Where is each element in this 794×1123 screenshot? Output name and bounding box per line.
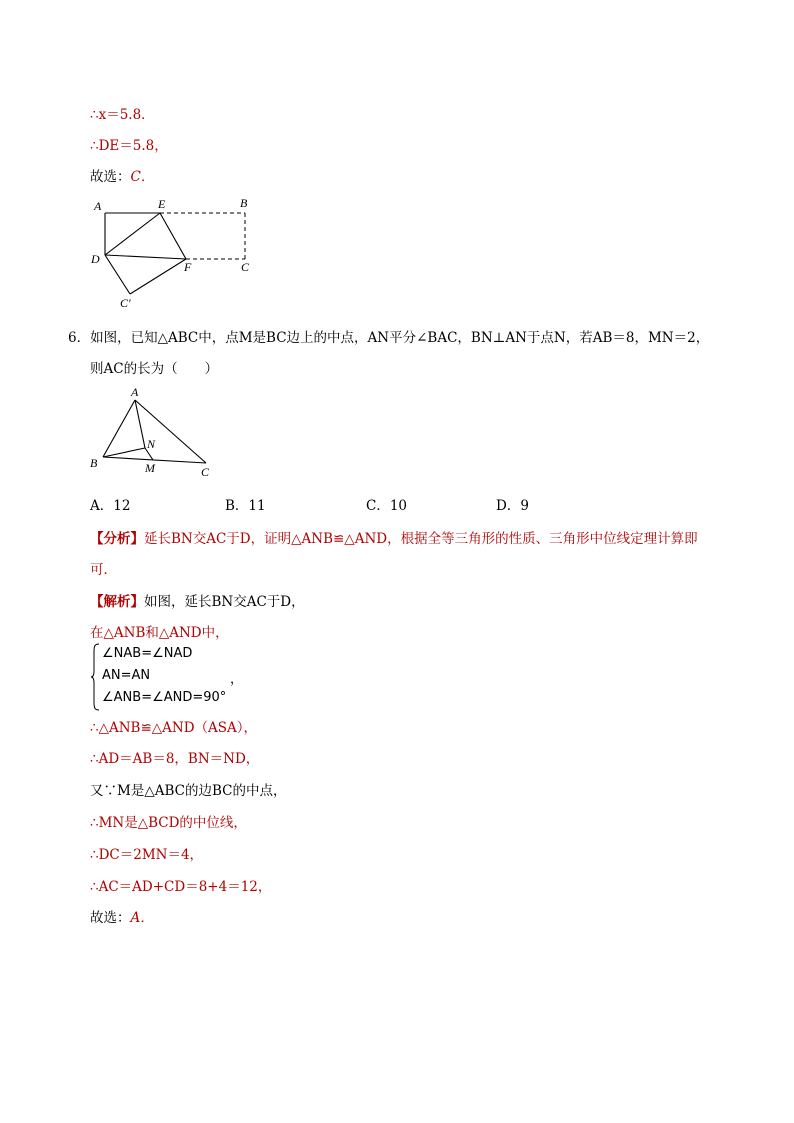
figure-triangle-abc: [86, 383, 226, 483]
answer-line-prev: [90, 165, 154, 185]
system-eq-1: ∠NAB=∠NAD: [102, 646, 193, 661]
system-comma: ，: [230, 672, 244, 687]
analysis-tag: 【分析】: [90, 531, 144, 547]
fig1-label-c: C: [241, 260, 250, 274]
answer-prefix: 故选：: [90, 169, 131, 185]
fig2-label-n: N: [147, 437, 156, 451]
fig2-label-m: M: [145, 461, 155, 475]
analysis-text: 延长BN交AC于D，证明△ANB≌△AND，根据全等三角形的性质、三角形中位线定理计算即: [144, 531, 698, 547]
derivation-de-value: ∴DE＝5.8，: [90, 138, 168, 154]
fig1-label-f: F: [184, 260, 192, 274]
fig1-label-a: A: [94, 199, 102, 213]
solution-ac: ∴AC＝AD+CD＝8+4＝12，: [90, 879, 272, 895]
solution-congruent: ∴△ANB≌△AND（ASA），: [90, 720, 258, 736]
fig1-label-b: B: [240, 196, 248, 210]
equation-system: [90, 643, 260, 711]
solution-tag: 【解析】: [90, 594, 144, 610]
system-eq-3: ∠ANB=∠AND=90°: [102, 690, 227, 705]
solution-midpoint: 又∵M是△ABC的边BC的中点，: [90, 783, 287, 799]
question-6-line1: [68, 326, 709, 346]
fig1-label-c-prime: C′: [120, 296, 131, 310]
option-b: B．11: [225, 498, 266, 514]
system-eq-2: AN=AN: [102, 668, 151, 683]
option-a: A．12: [90, 498, 131, 514]
brace-icon: [90, 643, 100, 711]
solution-intro: 如图，延长BN交AC于D，: [144, 594, 305, 610]
option-c: C．10: [366, 498, 408, 514]
question-text-1: 如图，已知△ABC中，点M是BC边上的中点，AN平分∠BAC，BN⊥AN于点N，若AB＝8，MN＝2，: [90, 330, 710, 346]
answer-value: C．: [130, 169, 155, 185]
fig1-label-d: D: [91, 252, 100, 266]
solution-answer-prefix: 故选：: [90, 910, 131, 926]
figure-folded-rectangle: [88, 193, 268, 308]
solution-answer: A．: [130, 910, 154, 926]
solution-dc: ∴DC＝2MN＝4，: [90, 847, 204, 863]
analysis-line1: [90, 527, 698, 547]
solution-midline: ∴MN是△BCD的中位线，: [90, 815, 247, 831]
solution-answer-line: [90, 906, 154, 926]
fig2-label-a: A: [131, 385, 139, 399]
question-6-line2: 则AC的长为（ ）: [90, 361, 219, 377]
solution-line1: [90, 590, 305, 610]
solution-ad-ab: ∴AD＝AB＝8，BN＝ND，: [90, 751, 260, 767]
derivation-x-value: ∴x＝5.8．: [90, 107, 155, 123]
fig1-label-e: E: [158, 197, 166, 211]
question-number: 6．: [68, 330, 91, 346]
option-d: D．9: [496, 498, 529, 514]
fig2-label-b: B: [90, 456, 98, 470]
fig2-label-c: C: [201, 465, 210, 479]
analysis-line2: 可．: [90, 562, 117, 578]
solution-in-triangles: 在△ANB和△AND中，: [90, 625, 229, 641]
